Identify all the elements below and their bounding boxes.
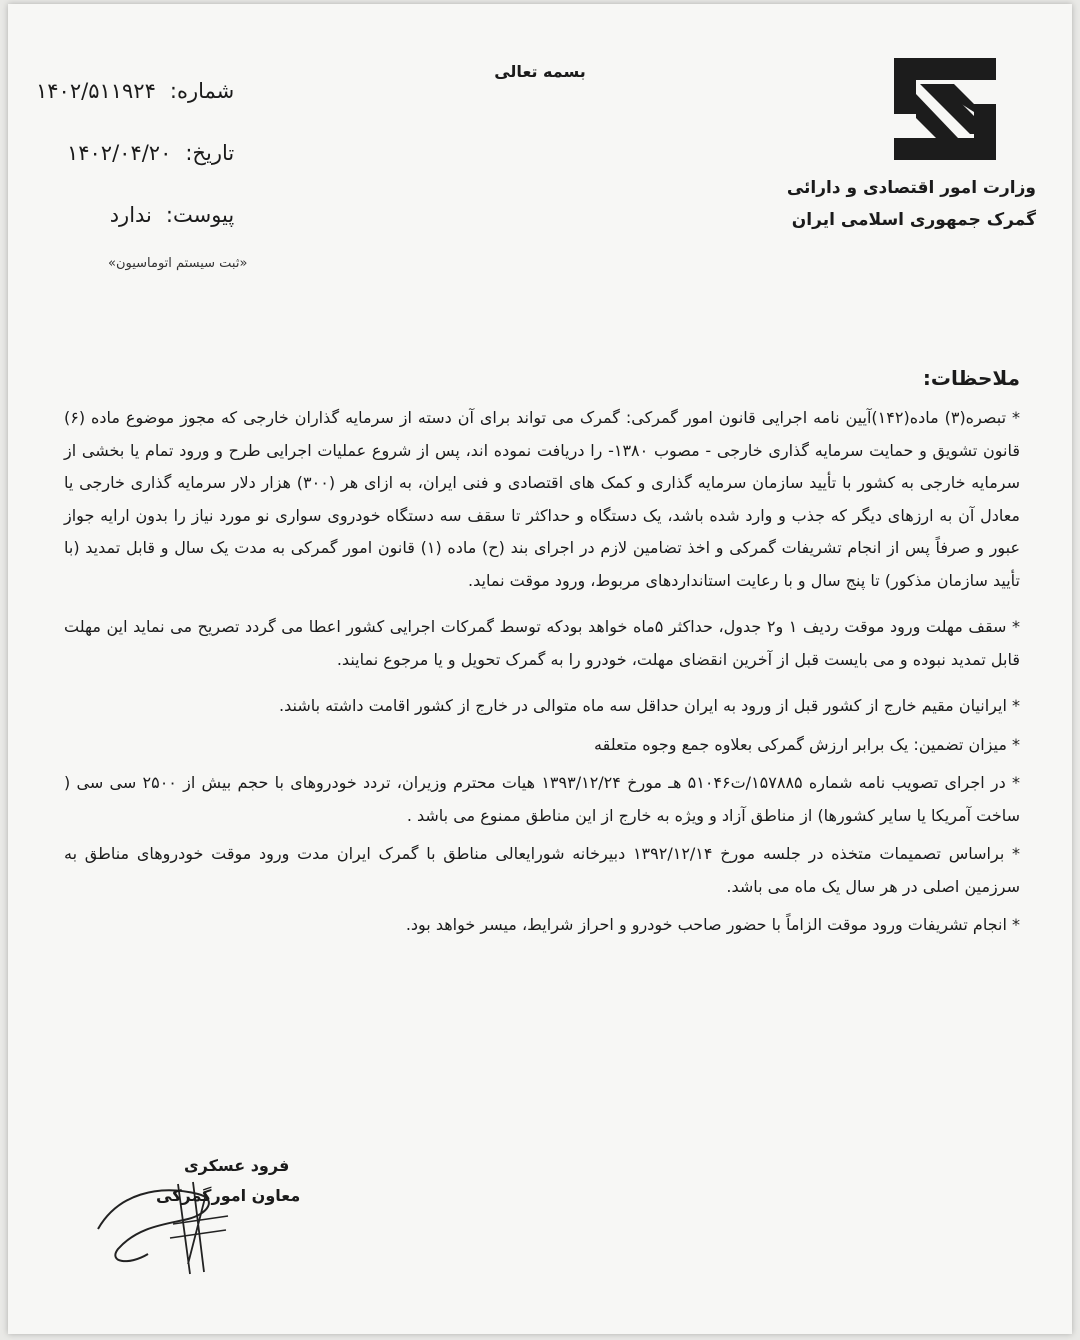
attachment-row: [36, 184, 234, 246]
number-row: [36, 60, 234, 122]
notes-title: ملاحظات:: [922, 366, 1020, 390]
date-label: تاریخ:: [185, 141, 235, 165]
signatory-title: معاون امورگمرکی: [156, 1186, 301, 1205]
ministry-name: وزارت امور اقتصادی و دارائی: [786, 178, 1036, 198]
invocation-heading: بسمه تعالی: [494, 62, 586, 81]
customs-name: گمرک جمهوری اسلامی ایران: [791, 210, 1036, 230]
date-value: ۱۴۰۲/۰۴/۲۰: [66, 141, 172, 165]
note-paragraph: * براساس تصمیمات متخذه در جلسه مورخ ۱۳۹۲/۱۲/۱۴ دبیرخانه شورایعالی مناطق با گمرک ایران مدت ورود موقت خودروهای مناطق به سرزمین اصلی در هر سال یک ماه می باشد.: [64, 844, 1020, 896]
note-paragraph: * میزان تضمین: یک برابر ارزش گمرکی بعلاوه جمع وجوه متعلقه: [594, 734, 1020, 754]
attachment-label: پیوست:: [165, 203, 235, 227]
number-label: شماره:: [169, 79, 235, 103]
number-value: ۱۴۰۲/۵۱۱۹۲۴: [36, 79, 156, 103]
letter-meta: [36, 60, 234, 246]
note-paragraph: * تبصره(۳) ماده(۱۴۲)آیین نامه اجرایی قانون امور گمرکی: گمرک می تواند برای آن دسته از سرمایه گذاران خارجی که مجوز موضوع ماده (۶) قانون تشویق و حمایت سرمایه گذاری خارجی - مصوب ۱۳۸۰- را دریافت نموده اند، پس از شروع عملیات اجرایی طرح و ورود تمام یا بخشی از سرمایه خارجی به کشور با تأیید سازمان سرمایه گذاری و کمک های اقتصادی و فنی ایران، به ازای هر (۳۰۰) هزار دلار سرمایه گذاری خارجی یا معادل آن به ارزهای دیگر که جذب و وارد شده باشد، یک دستگاه و حداکثر تا سقف سه دستگاه خودروی سواری نو مورد نیاز را بدون ارایه جواز عبور و صرفاً پس از انجام تشریفات گمرکی و اخذ تضامین لازم در اجرای بند (ح) ماده (۱) قانون امور گمرکی به مدت یک سال و قابل تمدید (با تأیید سازمان مذکور) تا پنج سال و با رعایت استانداردهای مربوط، ورود موقت نماید.: [64, 408, 1021, 590]
note-paragraph: * ایرانیان مقیم خارج از کشور قبل از ورود به ایران حداقل سه ماه متوالی در خارج از کشور اقامت داشته باشند.: [279, 696, 1020, 715]
date-row: [36, 122, 234, 184]
attachment-value: ندارد: [109, 203, 152, 227]
note-paragraph: * در اجرای تصویب نامه شماره ۱۵۷۸۸۵/ت۵۱۰۴۶ هـ مورخ ۱۳۹۳/۱۲/۲۴ هیات محترم وزیران، تردد خودروهای با حجم بیش از ۲۵۰۰ سی سی ( ساخت آمریکا یا سایر کشورها) از مناطق آزاد و ویژه به خارج از این مناطق ممنوع می باشد .: [64, 773, 1021, 825]
signatory-name: فرود عسکری: [184, 1156, 290, 1175]
customs-logo-icon: [890, 54, 1000, 164]
note-paragraph: * انجام تشریفات ورود موقت الزاماً با حضور صاحب خودرو و احراز شرایط، میسر خواهد بود.: [405, 915, 1020, 934]
organization-block: [787, 172, 1036, 236]
notes-body: [64, 402, 1020, 956]
note-paragraph: * سقف مهلت ورود موقت ردیف ۱ و۲ جدول، حداکثر ۵ماه خواهد بودکه توسط گمرکات اجرایی کشور اعطا می گردد تصریح می نماید این مهلت قابل تمدید نبوده و می بایست قبل از آخرین انقضای مهلت، خودرو را به گمرک تحویل و یا مرجوع نمایند.: [64, 617, 1021, 669]
letter-page: [8, 4, 1072, 1334]
registration-stamp: «ثبت سیستم اتوماسیون»: [108, 256, 248, 271]
